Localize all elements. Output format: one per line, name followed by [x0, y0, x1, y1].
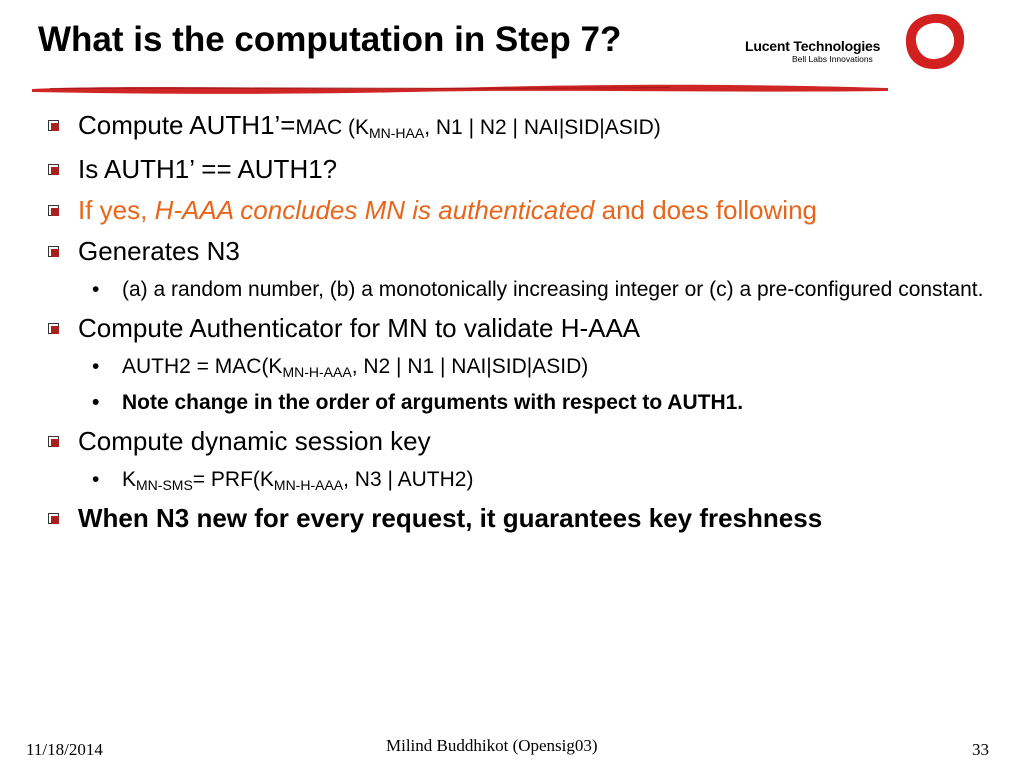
bullet-session-key: Compute dynamic session key — [0, 424, 1024, 458]
dot-bullet-icon: • — [92, 278, 100, 301]
square-bullet-icon — [48, 246, 59, 257]
lucent-ring-icon — [900, 8, 970, 74]
dot-bullet-icon: • — [92, 355, 100, 378]
square-bullet-icon — [48, 513, 59, 524]
square-bullet-icon — [48, 164, 59, 175]
subbullet-session-key-formula: • $K_{MN-SMS}= PRF(K_{MN-H-AAA}$, N3 | AUTH2) — [0, 465, 1024, 495]
slide-body — [0, 108, 1024, 542]
dot-bullet-icon: • — [92, 391, 100, 414]
subbullet-order-note: • Note change in the order of arguments with respect to AUTH1. — [0, 388, 1024, 418]
dot-bullet-icon: • — [92, 468, 100, 491]
bullet-compute-auth1: Compute AUTH1’=MAC ($K_{MN-HAA}$, N1 | N2 | NAI|SID|ASID) — [0, 108, 1024, 145]
square-bullet-icon — [48, 436, 59, 447]
lucent-logo-text — [745, 38, 890, 64]
footer-author: Milind Buddhikot (Opensig03) — [386, 736, 598, 755]
subbullet-auth2-formula: • AUTH2 = $MAC(K_{MN-H-AAA}$, N2 | N1 | NAI|SID|ASID) — [0, 352, 1024, 382]
bullet-key-freshness: When N3 new for every request, it guarantees key freshness — [0, 501, 1024, 535]
subbullet-n3-options: • (a) a random number, (b) a monotonically increasing integer or (c) a pre-configured constant. — [0, 275, 1024, 305]
bullet-compute-authenticator: Compute Authenticator for MN to validate H-AAA — [0, 311, 1024, 345]
square-bullet-icon — [48, 205, 59, 216]
bullet-if-authenticated: If yes, H-AAA concludes MN is authenticated and does following — [0, 193, 1024, 227]
logo-company-name: Lucent Technologies — [745, 38, 881, 54]
bullet-generates-n3: Generates N3 — [0, 234, 1024, 268]
square-bullet-icon — [48, 120, 59, 131]
footer-page-number: 33 — [972, 740, 989, 759]
slide-title: What is the computation in Step 7? — [38, 20, 622, 59]
bullet-compare-auth1: Is AUTH1’ == AUTH1? — [0, 152, 1024, 186]
footer-date: 11/18/2014 — [26, 740, 103, 759]
square-bullet-icon — [48, 323, 59, 334]
logo-subtitle: Bell Labs Innovations — [792, 54, 873, 64]
title-underline-brush — [30, 80, 890, 96]
